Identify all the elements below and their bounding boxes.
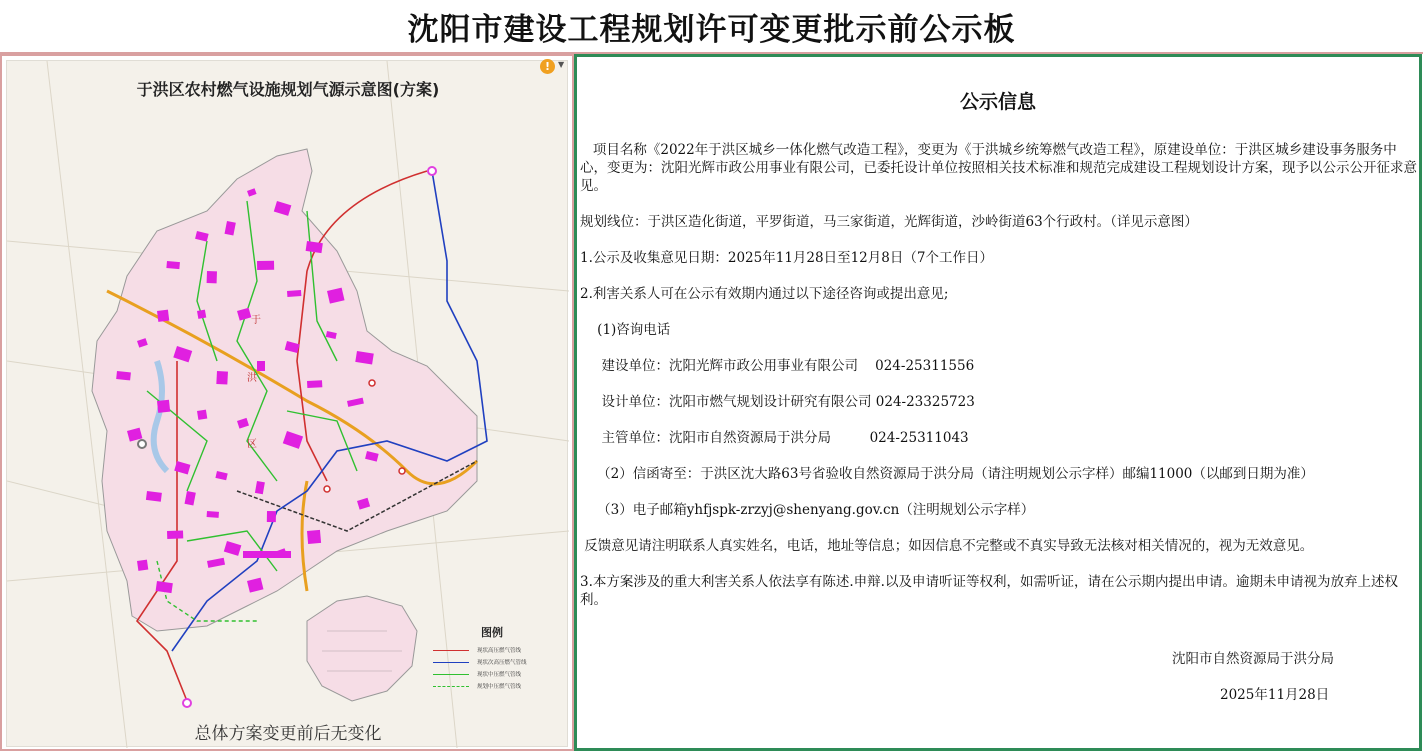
village-marker	[216, 371, 228, 385]
legend-label: 现状高压燃气管线	[477, 648, 522, 654]
gas-source-node	[369, 380, 375, 386]
legend-label: 规划中压燃气管线	[477, 684, 522, 690]
project-paragraph: 项目名称《2022年于洪区城乡一体化燃气改造工程》，变更为《于洪城乡统筹燃气改造工程》，原建设单位：于洪区城乡建设事务服务中心，变更为：沈阳光辉市政公用事业有限公司，已委托设计单位按照相关技术标准和规范完成建设工程规划设计方案，现予以公示公开征求意见。	[580, 142, 1417, 194]
village-marker	[207, 511, 219, 518]
map-title: 于洪区农村燃气设施规划气源示意图(方案)	[136, 80, 440, 99]
gas-source-node	[183, 699, 191, 707]
village-marker	[257, 361, 265, 371]
chevron-down-icon[interactable]: ▼	[558, 60, 565, 69]
district-char: 于	[251, 315, 261, 326]
village-marker	[257, 261, 274, 270]
route-paragraph: 规划线位：于洪区造化街道，平罗街道，马三家街道，光辉街道，沙岭街道63个行政村。（详见示意图）	[580, 214, 1198, 230]
signature-org: 沈阳市自然资源局于洪分局	[1172, 651, 1334, 667]
legend-swatch	[433, 662, 469, 663]
notice-title: 公示信息	[959, 91, 1036, 113]
village-marker	[166, 261, 180, 269]
contact-authority: 主管单位：沈阳市自然资源局于洪分局 024-25311043	[580, 430, 969, 446]
item-2: 2.利害关系人可在公示有效期内通过以下途径咨询或提出意见;	[580, 286, 949, 302]
gas-source-node	[138, 440, 146, 448]
village-marker	[137, 560, 148, 571]
contact-builder: 建设单位：沈阳光辉市政公用事业有限公司 024-25311556	[580, 358, 975, 374]
legend-item	[433, 656, 553, 668]
sub-item-phone: (1)咨询电话	[580, 322, 671, 338]
village-marker	[267, 511, 276, 522]
legend-item	[433, 644, 553, 656]
legend-item	[433, 680, 553, 692]
contact-designer: 设计单位：沈阳市燃气规划设计研究有限公司 024-23325723	[580, 394, 975, 410]
gas-source-node	[399, 468, 405, 474]
feedback-paragraph: 反馈意见请注明联系人真实姓名，电话，地址等信息；如因信息不完整或不真实导致无法核对相关情况的，视为无效意见。	[580, 538, 1314, 554]
map-legend	[433, 624, 553, 696]
district-char: 洪	[247, 373, 257, 384]
notice-body	[580, 141, 1418, 609]
map-panel	[0, 54, 574, 751]
gas-source-node	[428, 167, 436, 175]
page-title: 沈阳市建设工程规划许可变更批示前公示板	[407, 11, 1016, 48]
village-marker	[167, 530, 183, 539]
gas-source-node	[324, 486, 330, 492]
map-footer-note: 总体方案变更前后无变化	[194, 724, 382, 744]
village-marker	[157, 310, 169, 322]
legend-label: 现状次高压燃气管线	[477, 660, 527, 666]
legend-swatch	[433, 674, 469, 675]
signature-date: 2025年11月28日	[1220, 687, 1330, 703]
item-1: 1.公示及收集意见日期：2025年11月28日至12月8日（7个工作日）	[580, 250, 993, 266]
village-marker	[243, 551, 291, 558]
legend-item	[433, 668, 553, 680]
sub-item-email[interactable]: （3）电子邮箱yhfjspk-zrzyj@shenyang.gov.cn（注明规划公示字样）	[580, 502, 1035, 518]
village-marker	[197, 310, 206, 319]
legend-swatch	[433, 686, 469, 687]
village-marker	[207, 271, 217, 283]
legend-swatch	[433, 650, 469, 651]
district-area	[92, 149, 477, 631]
village-marker	[307, 530, 321, 544]
village-marker	[157, 400, 170, 413]
item-3: 3.本方案涉及的重大利害关系人依法享有陈述.申辩.以及申请听证等权利，如需听证，请在公示期内提出申请。逾期未申请视为放弃上述权利。	[580, 574, 1398, 608]
village-marker	[307, 380, 322, 388]
notice-panel	[574, 54, 1422, 751]
village-marker	[146, 491, 162, 502]
sub-item-mail: （2）信函寄至：于洪区沈大路63号省验收自然资源局于洪分局（请注明规划公示字样）邮编11000（以邮到日期为准）	[580, 466, 1314, 482]
legend-title: 图例	[481, 626, 503, 639]
info-icon[interactable]: !	[540, 59, 555, 74]
district-char: 区	[247, 439, 257, 450]
map-image[interactable]	[6, 60, 568, 747]
district-area-south	[307, 596, 417, 701]
village-marker	[287, 290, 301, 297]
village-marker	[197, 410, 207, 420]
board-header	[0, 0, 1423, 54]
village-marker	[116, 371, 131, 380]
legend-label: 现状中压燃气管线	[477, 672, 522, 678]
